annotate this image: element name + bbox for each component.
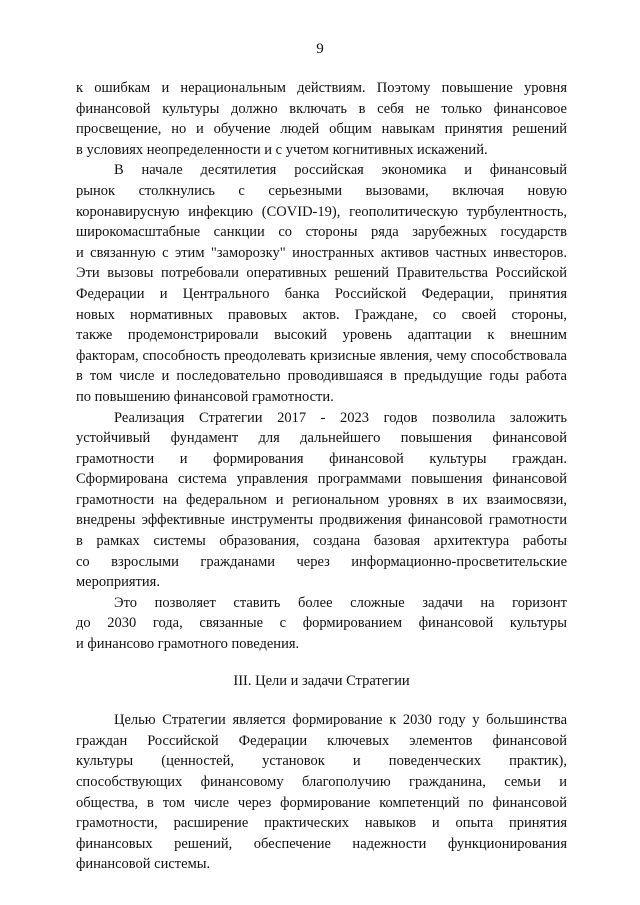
- text-line: внедрены эффективные инструменты продвижения финансовой грамотности: [76, 512, 567, 529]
- text-line: в условиях неопределенности и с учетом когнитивных искажений.: [76, 141, 488, 158]
- text-line: мероприятия.: [76, 574, 160, 591]
- text-line: в рамках системы образования, создана базовая архитектура работы: [76, 533, 567, 550]
- text-line: со взрослыми гражданами через информационно-просветительские: [76, 553, 567, 570]
- text-line: грамотности, расширение практических навыков и опыта принятия: [76, 815, 567, 832]
- text-line: по повышению финансовой грамотности.: [76, 388, 334, 405]
- text-line: граждан Российской Федерации ключевых элементов финансовой: [76, 732, 567, 749]
- text-line: финансовых решений, обеспечение надежности функционирования: [76, 835, 567, 852]
- text-line: Целью Стратегии является формирование к 2030 году у большинства: [114, 712, 567, 729]
- text-line: рынок столкнулись с серьезными вызовами, включая новую: [76, 182, 567, 199]
- text-line: до 2030 года, связанные с формированием финансовой культуры: [76, 615, 567, 632]
- text-line: Эти вызовы потребовали оперативных решений Правительства Российской: [76, 265, 567, 282]
- text-line: В начале десятилетия российская экономика и финансовый: [114, 162, 567, 179]
- text-line: устойчивый фундамент для дальнейшего повышения финансовой: [76, 430, 567, 447]
- text-line: финансовой системы.: [76, 856, 211, 873]
- text-line: общества, в том числе через формирование компетенций по финансовой: [76, 794, 567, 811]
- text-line: к ошибкам и нерациональным действиям. Поэтому повышение уровня: [76, 80, 567, 96]
- text-line: грамотности и формирования финансовой культуры граждан.: [76, 450, 567, 467]
- text-line: Сформирована система управления программами повышения финансовой: [76, 471, 567, 488]
- text-line: культуры (ценностей, установок и поведенческих практик),: [76, 753, 567, 770]
- text-line: Реализация Стратегии 2017 - 2023 годов позволила заложить: [114, 409, 567, 426]
- body-text: [76, 78, 567, 875]
- text-line: новых нормативных правовых актов. Граждане, со своей стороны,: [76, 306, 567, 323]
- text-line: и финансово грамотного поведения.: [76, 636, 300, 653]
- page-number: 9: [316, 41, 324, 57]
- text-line: в том числе и последовательно проводившаяся в предыдущие годы работа: [76, 368, 567, 385]
- paragraph: [76, 593, 567, 655]
- text-line: грамотности на федеральном и региональном уровнях в их взаимосвязи,: [76, 491, 567, 508]
- section-heading: III. Цели и задачи Стратегии: [233, 672, 410, 689]
- text-line: Федерации и Центрального банка Российской Федерации, принятия: [76, 285, 567, 302]
- text-line: коронавирусную инфекцию (COVID-19), геополитическую турбулентность,: [76, 203, 567, 220]
- text-line: финансовой культуры должно включать в себя не только финансовое: [76, 100, 567, 117]
- text-line: способствующих финансовому благополучию гражданина, семьи и: [76, 774, 567, 790]
- text-line: просвещение, но и обучение людей общим навыкам принятия решений: [76, 121, 567, 138]
- text-line: также продемонстрировали высокий уровень адаптации к внешним: [76, 327, 567, 344]
- paragraph: [76, 160, 567, 407]
- paragraph: [76, 408, 567, 593]
- paragraph: [76, 78, 567, 160]
- text-line: широкомасштабные санкции со стороны ряда зарубежных государств: [76, 224, 567, 241]
- paragraph: [76, 710, 567, 875]
- text-line: Это позволяет ставить более сложные задачи на горизонт: [114, 594, 567, 611]
- text-line: факторам, способность преодолевать кризисные явления, чему способствовала: [76, 347, 567, 364]
- text-line: и связанную с этим "заморозку" иностранных активов частных инвесторов.: [76, 244, 567, 261]
